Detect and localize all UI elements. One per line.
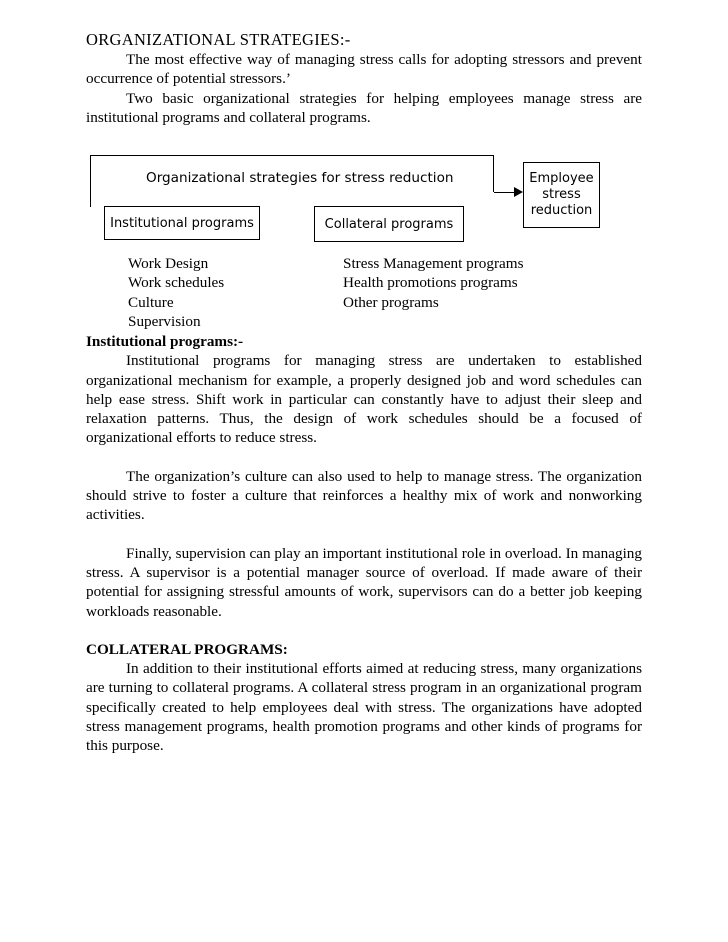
diagram-frame-top	[90, 155, 494, 156]
outcome-line-3: reduction	[530, 203, 593, 218]
collateral-list	[343, 254, 524, 312]
arrow-head-icon	[514, 187, 523, 197]
list-item: Stress Management programs	[343, 255, 524, 272]
institutional-paragraph-3: Finally, supervision can play an important institutional role in overload. In managing stress. A supervisor is a potential manager source of overload. If made aware of their potential for assigning stressful amounts of work, supervisors can do a better job keeping workloads reasonable.	[86, 544, 642, 620]
list-item: Health promotions programs	[343, 274, 518, 292]
collateral-programs-box: Collateral programs	[314, 206, 464, 242]
outcome-line-2: stress	[542, 187, 581, 202]
institutional-paragraph-2: The organization’s culture can also used to help to manage stress. The organization should strive to foster a culture that reinforces a healthy mix of work and nonworking activities.	[86, 467, 642, 524]
institutional-heading: Institutional programs:-	[86, 333, 244, 350]
intro-paragraph-1: The most effective way of managing stress calls for adopting stressors and prevent occurrence of potential stressors.’	[86, 51, 642, 88]
list-item: Supervision	[128, 312, 201, 330]
institutional-paragraph-1: Institutional programs for managing stress are undertaken to established organizational mechanism for example, a properly designed job and word schedules can help ease stress. Shift work in particular can constantly have to adjust their sleep and relaxation patterns. Thus, the design of work schedules should be a focused of organizational efforts to reduce stress.	[86, 352, 642, 447]
list-item: Culture	[128, 293, 174, 311]
list-item: Other programs	[343, 293, 439, 311]
collateral-heading: COLLATERAL PROGRAMS:	[86, 640, 288, 658]
list-item: Work Design	[128, 255, 209, 272]
collateral-paragraph: In addition to their institutional efforts aimed at reducing stress, many organizations are turning to collateral programs. A collateral stress program in an organizational program specifically created to help employees deal with stress. The organizations have adopted stress management programs, health promotion programs and other kinds of programs for this purpose.	[86, 660, 642, 755]
page-heading: ORGANIZATIONAL STRATEGIES:-	[86, 30, 351, 49]
employee-stress-reduction-box	[523, 162, 600, 228]
strategy-diagram	[86, 150, 706, 250]
outcome-line-1: Employee	[529, 171, 594, 186]
diagram-frame-right	[493, 155, 494, 192]
institutional-programs-box: Institutional programs	[104, 206, 260, 240]
list-item: Work schedules	[128, 274, 225, 292]
diagram-title: Organizational strategies for stress reduction	[146, 170, 454, 186]
intro-paragraph-2: Two basic organizational strategies for helping employees manage stress are institutional programs and collateral programs.	[86, 89, 642, 126]
diagram-frame-left	[90, 155, 91, 207]
institutional-list	[128, 254, 224, 331]
body-sections	[86, 332, 642, 756]
intro-section	[86, 30, 642, 127]
